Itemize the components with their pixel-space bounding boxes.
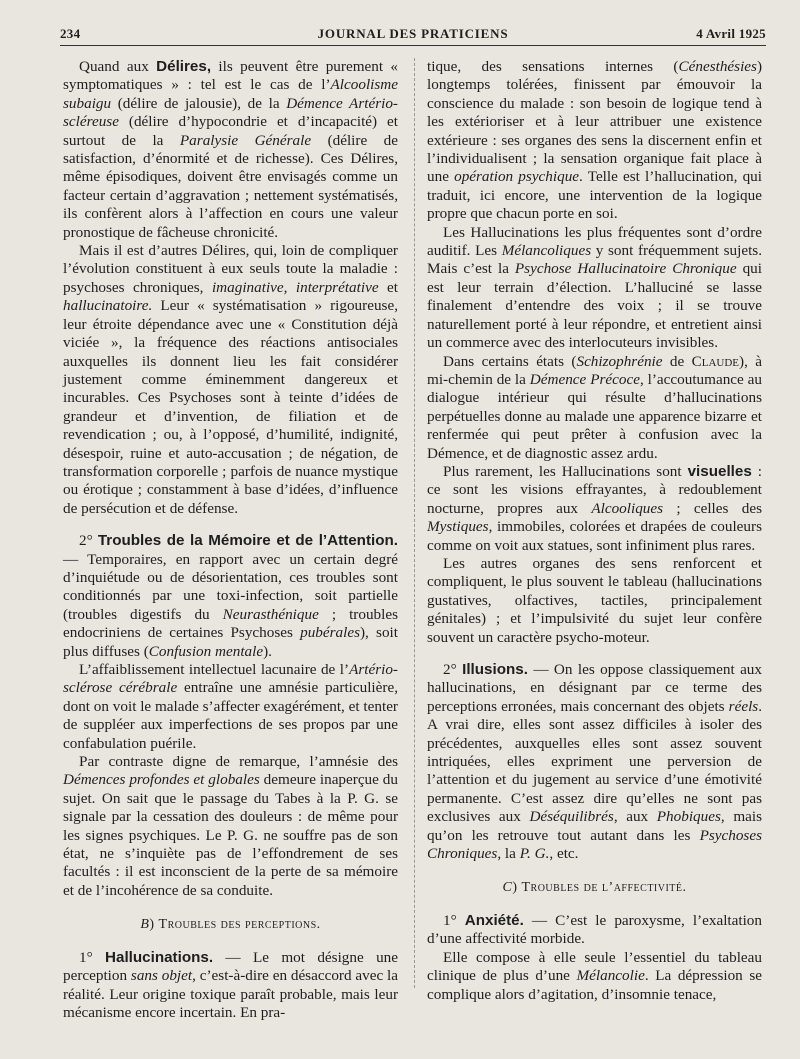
subheading-anxiete: Anxiété. bbox=[464, 911, 524, 929]
paragraph-hallucinations: 1° Hallucinations. — Le mot désigne une perception sans objet, c’est-à-dire en désaccord avec la réalité. Leur origine toxique paraît probable, mais leur mécanisme encore incertain. En pra- bbox=[63, 948, 399, 1021]
subheading-illusions: Illusions. bbox=[462, 661, 528, 678]
paragraph-autres-sens: Les autres organes des sens renforcent et compliquent, le plus souvent le tableau (hallucinations gustatives, olfactives, tactiles, principalement génitales) ; et l’impulsivité du sujet leur confère souvent un caractère psycho-moteur. bbox=[427, 554, 762, 646]
paragraph-affaiblissement: L’affaiblissement intellectuel lacunaire de l’Artério-sclérose cérébrale entraîne une amnésie particulière, dont on voit le malade s’affecter exagérément, et tenter de suppléer aux imperfections de ses propos par une confabulation puérile. bbox=[63, 661, 398, 752]
paragraph-melancolie: Elle compose à elle seule l’essentiel du tableau clinique de plus d’une Mélancolie. La dépression se complique alors d’agitation, d’insomnie tenace, bbox=[427, 948, 763, 1003]
journal-title: JOURNAL DES PRATICIENS bbox=[317, 26, 509, 41]
column-divider bbox=[414, 58, 415, 988]
subheading-memoire: Troubles de la Mémoire et de l’Attention. bbox=[97, 532, 399, 550]
subheading-hallucinations: Hallucinations. bbox=[105, 948, 214, 966]
issue-date: 4 Avril 1925 bbox=[696, 26, 766, 41]
paragraph-cenesthesies: tique, des sensations internes (Cénesthésies) longtemps tolérées, finissent par émouvoir la conscience du malade : son besoin de logique tend à les extérioriser et à leur attribuer une existence extérieure : ses organes des sens la discernent enfin et l’individualisent ; la sensation organique fait place à une opération psychique. Telle est l’hallucination, qui traduit, ici encore, une intervention de la logique propre que chacun porte en soi. bbox=[427, 58, 762, 223]
running-header bbox=[60, 26, 766, 46]
paragraph-schizophrenie: Dans certains états (Schizophrénie de Claude), à mi-chemin de la Démence Précoce, l’accoutumance au dialogue intérieur qui résulte d’hallucinations perpétuelles donne au malade une apparence bizarre et renfermée qui peut prêter à confusion avec la Démence, et de diagnostic assez ardu. bbox=[427, 352, 762, 462]
paragraph-memoire: 2° Troubles de la Mémoire et de l’Attention. — Temporaires, en rapport avec un certain degré d’inquiétude ou de désorientation, ces troubles sont conditionnés par une toxi-infection, soit partielle (troubles digestifs du Neurasthénique ; troubles endocriniens de certaines Psychoses pubérales), soit plus diffuses (Confusion mentale). bbox=[63, 532, 399, 660]
paragraph-contraste: Par contraste digne de remarque, l’amnésie des Démences profondes et globales demeure inaperçue du sujet. On sait que le passage du Tabes à la P. G. se signale par la cessation des douleurs : de même pour les signes psychiques. Le P. G. ne souffre pas de son état, ne s’inquiète pas de l’effondrement de ses facultés : il est inconscient de la perte de sa mémoire et de l’incohérence de sa conduite. bbox=[63, 753, 398, 899]
page-number: 234 bbox=[60, 26, 81, 41]
paragraph-auditif: Les Hallucinations les plus fréquentes sont d’ordre auditif. Les Mélancoliques y sont fréquemment sujets. Mais c’est la Psychose Hallucinatoire Chronique qui est leur terrain d’élection. L’halluciné se lasse finalement d’entendre des voix ; il se trouve naturellement porté à leur répondre, et entretient ainsi un commerce avec des interlocuteurs invisibles. bbox=[427, 223, 762, 352]
section-heading-b: B) Troubles des perceptions. bbox=[140, 917, 321, 933]
right-column bbox=[427, 58, 762, 1004]
paragraph-delires: Quand aux Délires, ils peuvent être purement « symptomatiques » : tel est le cas de l’Alcoolisme subaigu (délire de jalousie), de la Démence Artério-scléreuse (délire d’hypocondrie et d’incapacité) et surtout de la Paralysie Générale (délire de satisfaction, d’énormité et de richesse). Ces Délires, même épisodiques, doivent être envisagés comme un facteur certain d’aggravation ; nettement systématisés, ils confèrent alors à l’affection en cours une valeur pronostique de fâcheuse chronicité. bbox=[63, 58, 399, 241]
paragraph-psychoses: Mais il est d’autres Délires, qui, loin de compliquer l’évolution constituent à eux seuls toute la maladie : psychoses chroniques, imaginative, interprétative et hallucinatoire. Leur « systématisation » rigoureuse, leur étroite dépendance avec une « Constitution déjà viciée », la fréquence des réactions antisociales auxquelles ils donnent lieu les fait considérer justement comme éminemment dangereux et incurables. Ces Psychoses sont à teinte d’idées de grandeur et d’invention, de filiation et de revendication ; ou, à l’opposé, d’humilité, indignité, désespoir, ruine et auto-accusation ; de négation, de transformation corporelle ; parfois de nuance mystique ou érotique ; constamment à base d’idées, d’influence de persécution et de défense. bbox=[63, 242, 398, 517]
paragraph-visuelles: Plus rarement, les Hallucinations sont visuelles : ce sont les visions effrayantes, à redoublement nocturne, propres aux Alcooliques ; celles des Mystiques, immobiles, colorées et drapées de couleurs comme on voit aux statues, sont infiniment plus rares. bbox=[427, 462, 762, 554]
left-column bbox=[63, 58, 398, 1022]
paragraph-illusions: 2° Illusions. — On les oppose classiquement aux hallucinations, en désignant par ce terme des perceptions erronées, mais concernant des objets réels. A vrai dire, elles sont assez difficiles à isoler des précédentes, auxquelles elles sont assez souvent intriquées, elles expriment une perversion de l’attention et du jugement au service d’une émotivité permanente. C’est assez dire qu’elles ne sont pas exclusives aux Déséquilibrés, aux Phobiques, mais qu’on les retrouve tout autant dans les Psychoses Chroniques, la P. G., etc. bbox=[427, 661, 763, 863]
header-rule bbox=[60, 45, 766, 46]
paragraph-anxiete: 1° Anxiété. — C’est le paroxysme, l’exaltation d’une affectivité morbide. bbox=[427, 911, 762, 948]
section-heading-c: C) Troubles de l’affectivité. bbox=[502, 880, 687, 896]
